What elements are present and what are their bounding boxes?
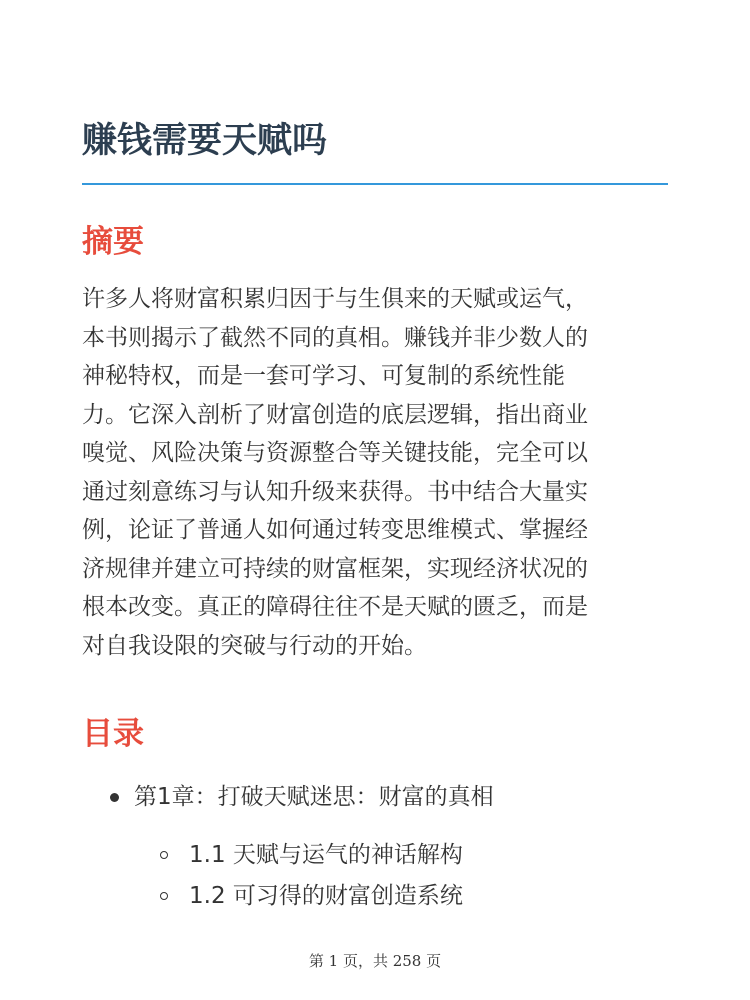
bullet-circle-icon: [160, 851, 168, 859]
summary-paragraph: [82, 280, 672, 665]
summary-line: 根本改变。真正的障碍往往不是天赋的匮乏，而是: [82, 594, 588, 620]
summary-line: 济规律并建立可持续的财富框架，实现经济状况的: [82, 555, 588, 582]
summary-heading: 摘要: [82, 224, 144, 260]
toc-section-1-2: 1.2 可习得的财富创造系统: [189, 883, 463, 909]
title-divider: [82, 183, 668, 185]
page-number-footer: 第 1 页，共 258 页: [308, 952, 442, 970]
toc-heading: 目录: [82, 716, 144, 752]
summary-line: 对自我设限的突破与行动的开始。: [82, 632, 427, 659]
summary-line: 本书则揭示了截然不同的真相。赚钱并非少数人的: [82, 324, 588, 351]
bullet-disc-icon: [110, 793, 119, 802]
summary-line: 例，论证了普通人如何通过转变思维模式、掌握经: [82, 517, 588, 543]
summary-line: 通过刻意练习与认知升级来获得。书中结合大量实: [82, 478, 588, 505]
summary-line: 神秘特权，而是一套可学习、可复制的系统性能: [82, 363, 565, 389]
document-title: 赚钱需要天赋吗: [82, 121, 328, 161]
toc-chapter-1: 第1章：打破天赋迷思：财富的真相: [134, 784, 494, 810]
summary-line: 许多人将财富积累归因于与生俱来的天赋或运气，: [82, 286, 588, 312]
bullet-circle-icon: [160, 892, 168, 900]
summary-line: 力。它深入剖析了财富创造的底层逻辑，指出商业: [82, 401, 588, 428]
summary-line: 嗅觉、风险决策与资源整合等关键技能，完全可以: [82, 440, 588, 466]
toc-section-1-1: 1.1 天赋与运气的神话解构: [189, 842, 463, 868]
